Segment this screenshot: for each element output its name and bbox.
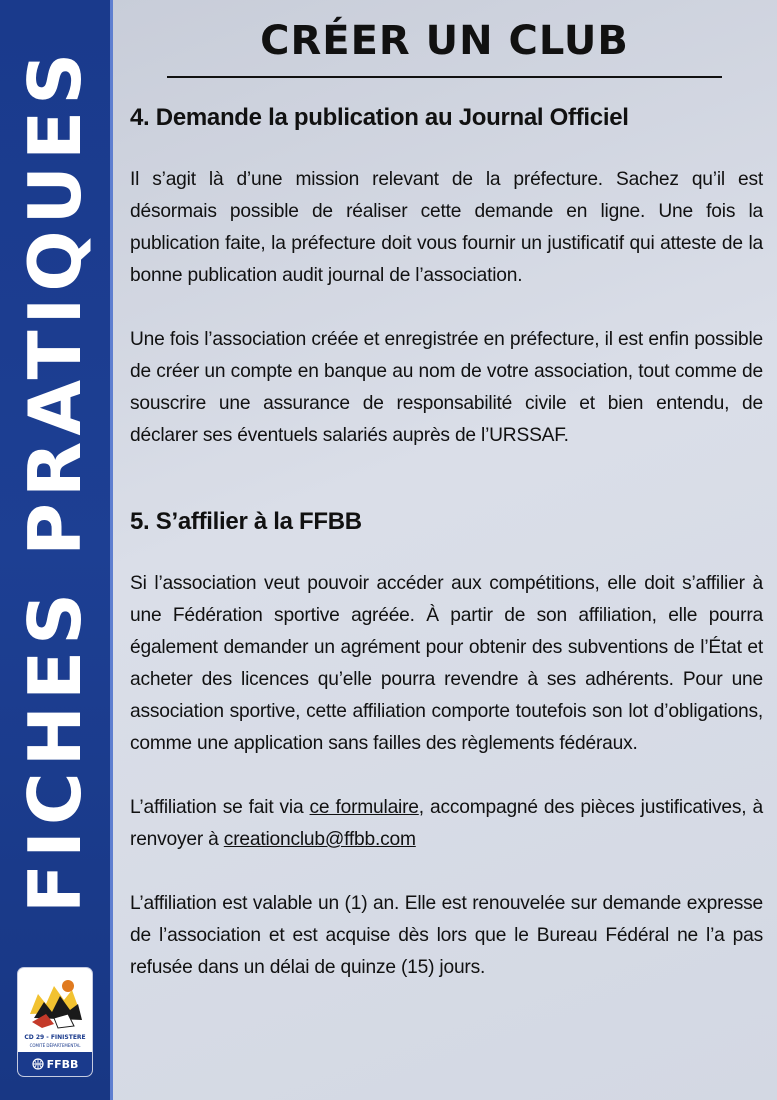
logo-brand-band (18, 1052, 92, 1076)
email-link[interactable]: creationclub@ffbb.com (223, 829, 416, 850)
section5-paragraph-3: L’affiliation est valable un (1) an. Elle est renouvelée sur demande expresse de l’association et est acquise dès lors que le Bureau Fédéral ne l’a pas refusée dans un délai de quinze (15) jours. (130, 893, 763, 978)
cd29-ffbb-logo (18, 968, 92, 1076)
page-title: CRÉER UN CLUB (260, 18, 629, 64)
sidebar (0, 0, 113, 1100)
section5-heading: 5. S’affilier à la FFBB (130, 508, 362, 535)
affiliation-text-middle: , accompagné des pièces justificatives, à renvoyer à (130, 797, 763, 850)
form-link[interactable]: ce formulaire (309, 797, 419, 818)
logo-line1: CD 29 - FINISTERE (24, 1034, 86, 1041)
affiliation-text-before: L’affiliation se fait via (130, 797, 310, 818)
logo-line2: COMITÉ DÉPARTEMENTAL (29, 1043, 81, 1048)
section4-heading: 4. Demande la publication au Journal Officiel (130, 104, 629, 131)
basketball-icon (32, 1058, 44, 1070)
logo-brand-text: FFBB (46, 1057, 79, 1071)
title-underline-divider (167, 76, 722, 78)
basketball-players-illustration-icon (24, 974, 86, 1030)
section5-paragraph-1: Si l’association veut pouvoir accéder aux compétitions, elle doit s’affilier à une Fédération sportive agréée. À partir de son affiliation, elle pourra également demander un agrément pour obtenir des subventions de l’État et acheter des licences qu’elle pourra revendre à ses adhérents. Pour une association sportive, cette affiliation comporte toutefois son lot d’obligations, comme une application sans failles des règlements fédéraux. (130, 573, 763, 754)
sidebar-vertical-title: FICHES PRATIQUES (13, 46, 97, 914)
section4-paragraph-1: Il s’agit là d’une mission relevant de la préfecture. Sachez qu’il est désormais possible de réaliser cette demande en ligne. Une fois la publication faite, la préfecture doit vous fournir un justificatif qui atteste de la bonne publication audit journal de l’association. (130, 169, 763, 286)
section4-paragraph-2: Une fois l’association créée et enregistrée en préfecture, il est enfin possible de créer un compte en banque au nom de votre association, tout comme de souscrire une assurance de responsabilité civile et bien entendu, de déclarer ses éventuels salariés auprès de l’URSSAF. (130, 329, 763, 446)
main-content (130, 104, 763, 984)
section5-paragraph-2 (130, 792, 763, 856)
